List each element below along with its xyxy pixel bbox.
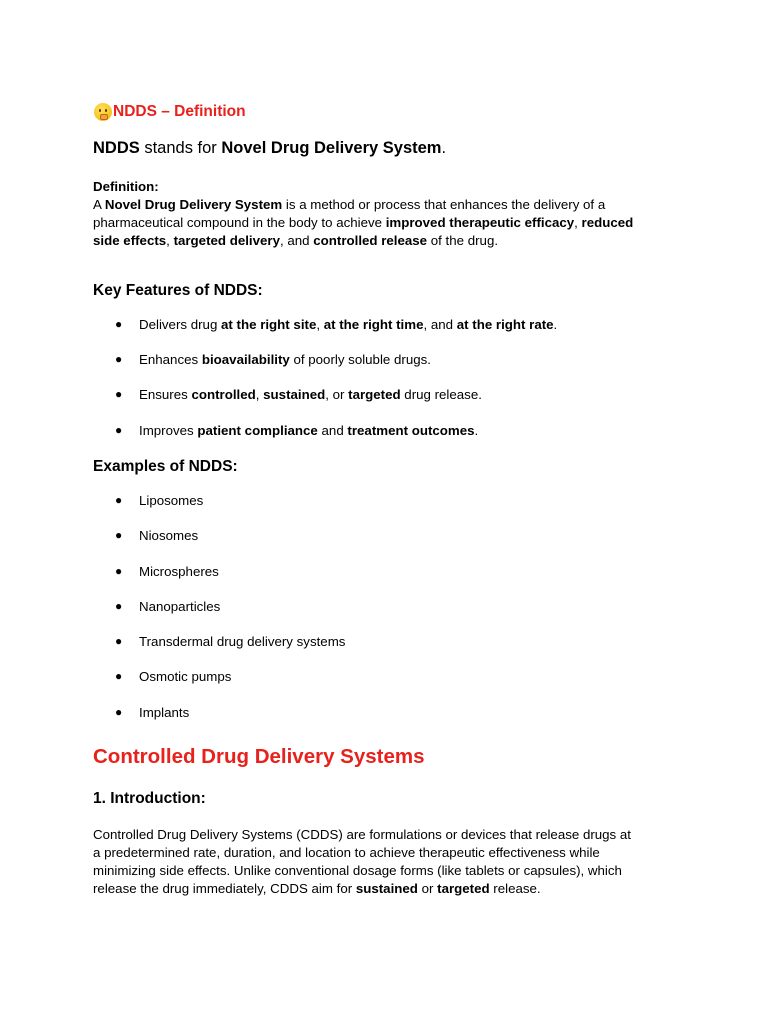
example-text: Microspheres — [139, 564, 219, 579]
bullet-icon: ● — [115, 528, 123, 542]
definition-bold: Novel Drug Delivery System — [104, 197, 283, 212]
intro-line-1: Controlled Drug Delivery Systems (CDDS) are formulations or devices that release drugs at — [93, 827, 631, 842]
feature-bold: sustained — [263, 387, 326, 402]
bullet-icon: ● — [115, 564, 123, 578]
intro-line-2: a predetermined rate, duration, and location to achieve therapeutic effectiveness while — [93, 845, 600, 860]
definition-line-1 — [93, 196, 683, 214]
feature-bold: at the right rate — [456, 317, 554, 332]
feature-text-part: Ensures — [139, 387, 192, 402]
feature-text-part: . — [553, 317, 558, 332]
definition-bold: improved therapeutic efficacy — [385, 215, 575, 230]
shushing-face-emoji-icon — [94, 103, 112, 121]
bullet-icon: ● — [115, 387, 123, 401]
definition-label-text: Definition: — [93, 179, 159, 194]
ndds-definition-heading — [93, 103, 246, 121]
feature-text — [139, 317, 557, 332]
intro-text: release. — [489, 881, 541, 896]
definition-line-2 — [93, 214, 683, 232]
ndds-abbr: NDDS — [93, 139, 140, 157]
definition-label — [93, 178, 683, 196]
feature-text-part: , or — [325, 387, 349, 402]
example-text: Implants — [139, 705, 190, 720]
definition-text: , and — [279, 233, 314, 248]
bullet-icon: ● — [115, 352, 123, 366]
definition-text: A — [93, 197, 105, 212]
bullet-icon: ● — [115, 599, 123, 613]
definition-text: of the drug. — [427, 233, 499, 248]
feature-bold: at the right time — [323, 317, 424, 332]
example-text: Nanoparticles — [139, 599, 221, 614]
introduction-paragraph — [93, 826, 683, 898]
feature-text-part: , — [316, 317, 324, 332]
feature-text-part: Enhances — [139, 352, 202, 367]
example-text: Niosomes — [139, 528, 199, 543]
feature-text-part: of poorly soluble drugs. — [289, 352, 431, 367]
cdds-title: Controlled Drug Delivery Systems — [93, 745, 425, 768]
feature-text-part: drug release. — [400, 387, 482, 402]
bullet-icon: ● — [115, 317, 123, 331]
feature-text-part: , and — [423, 317, 457, 332]
examples-heading: Examples of NDDS: — [93, 458, 238, 475]
introduction-heading: 1. Introduction: — [93, 790, 206, 807]
feature-text — [139, 423, 478, 438]
feature-bold: patient compliance — [197, 423, 318, 438]
feature-bold: targeted — [348, 387, 401, 402]
definition-text: pharmaceutical compound in the body to achieve — [93, 215, 386, 230]
feature-text — [139, 387, 482, 402]
feature-text-part: Improves — [139, 423, 198, 438]
feature-text-part: Delivers drug — [139, 317, 222, 332]
intro-line-3: minimizing side effects. Unlike conventional dosage forms (like tablets or capsules), which — [93, 863, 622, 878]
stands-for-period: . — [441, 139, 447, 157]
key-features-heading: Key Features of NDDS: — [93, 282, 263, 299]
definition-text: is a method or process that enhances the delivery of a — [282, 197, 606, 212]
definition-line-3 — [93, 232, 683, 250]
definition-bold: controlled release — [313, 233, 428, 248]
feature-bold: at the right site — [221, 317, 317, 332]
intro-bold: targeted — [437, 881, 490, 896]
bullet-icon: ● — [115, 423, 123, 437]
example-text: Transdermal drug delivery systems — [139, 634, 346, 649]
feature-text-part: , — [255, 387, 264, 402]
example-text: Liposomes — [139, 493, 204, 508]
bullet-icon: ● — [115, 669, 123, 683]
stands-for-text: stands for — [139, 139, 222, 157]
example-text: Osmotic pumps — [139, 669, 232, 684]
definition-bold: targeted delivery — [173, 233, 280, 248]
ndds-full-name: Novel Drug Delivery System — [221, 139, 442, 157]
feature-bold: controlled — [191, 387, 256, 402]
feature-bold: bioavailability — [201, 352, 290, 367]
definition-block — [93, 178, 683, 250]
feature-text-part: . — [474, 423, 479, 438]
ndds-definition-heading-text: NDDS – Definition — [113, 103, 246, 120]
definition-bold: side effects — [93, 233, 167, 248]
intro-text: or — [417, 881, 438, 896]
bullet-icon: ● — [115, 493, 123, 507]
feature-text — [139, 352, 431, 367]
intro-text: release the drug immediately, CDDS aim for — [93, 881, 356, 896]
feature-bold: treatment outcomes — [347, 423, 475, 438]
definition-bold: reduced — [581, 215, 634, 230]
definition-text: , — [574, 215, 582, 230]
intro-bold: sustained — [355, 881, 418, 896]
intro-line-4 — [93, 880, 683, 898]
bullet-icon: ● — [115, 705, 123, 719]
ndds-stands-for — [93, 139, 446, 158]
bullet-icon: ● — [115, 634, 123, 648]
definition-text: , — [166, 233, 174, 248]
feature-text-part: and — [317, 423, 348, 438]
